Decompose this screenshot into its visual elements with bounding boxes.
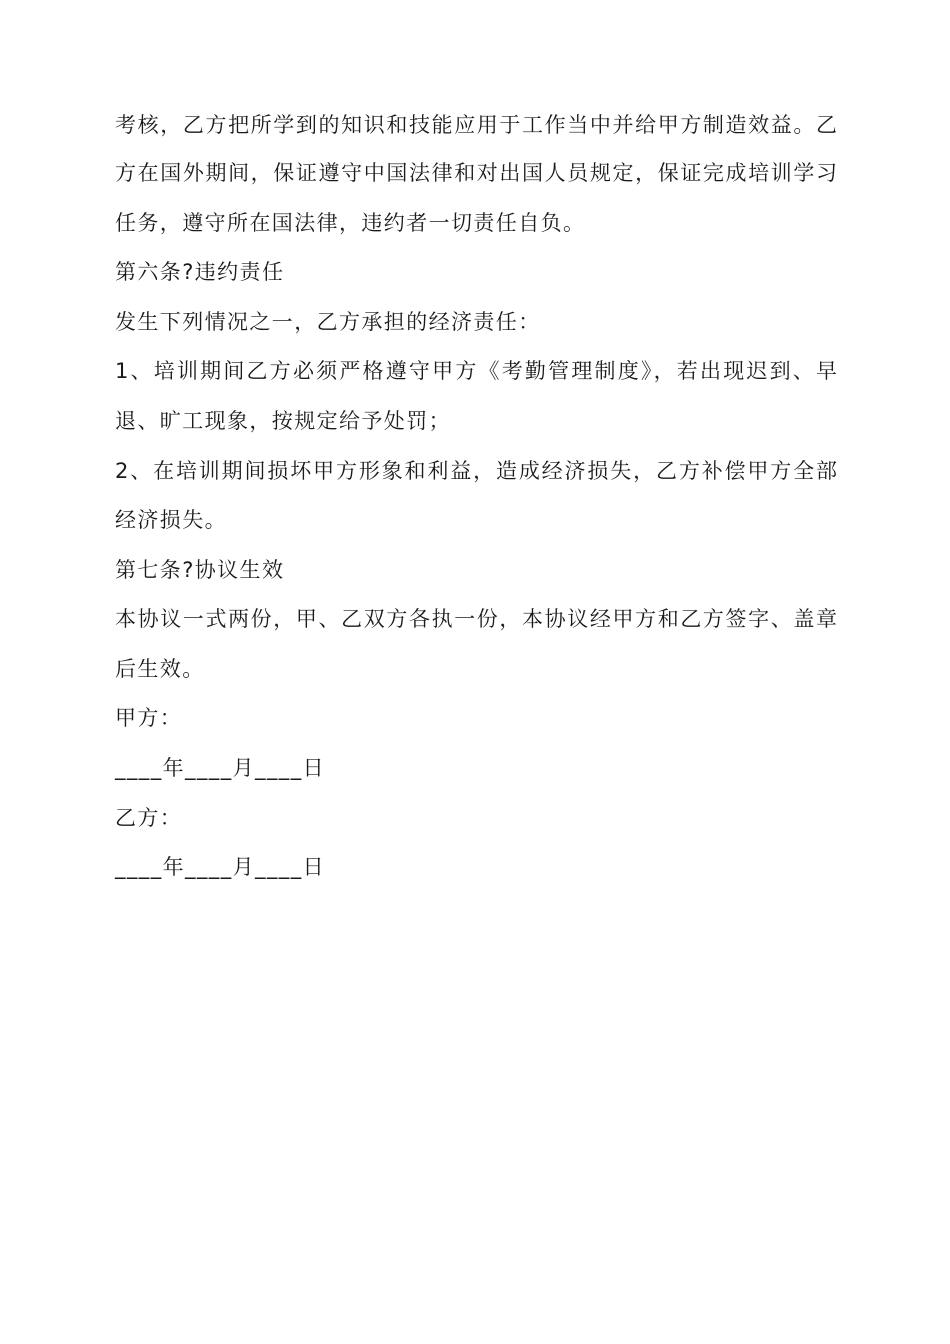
article-6-item-2-continued: 经济损失。 <box>115 508 227 532</box>
body-text-line: 任务，遵守所在国法律，违约者一切责任自负。 <box>115 211 586 235</box>
body-text-line: 考核，乙方把所学到的知识和技能应用于工作当中并给甲方制造效益。乙 <box>115 113 837 137</box>
article-6-intro: 发生下列情况之一，乙方承担的经济责任： <box>115 310 541 334</box>
article-7-body-continued: 后生效。 <box>115 657 205 681</box>
article-7-body: 本协议一式两份，甲、乙双方各执一份，本协议经甲方和乙方签字、盖章 <box>115 607 837 631</box>
article-6-item-1-continued: 退、旷工现象，按规定给予处罚； <box>115 409 451 433</box>
article-6-item-2: 2、在培训期间损坏甲方形象和利益，造成经济损失，乙方补偿甲方全部 <box>115 459 837 483</box>
article-7-heading: 第七条?协议生效 <box>115 558 285 582</box>
party-b-date: ____年____月____日 <box>115 855 325 879</box>
party-a-date: ____年____月____日 <box>115 756 325 780</box>
body-text-line: 方在国外期间，保证遵守中国法律和对出国人员规定，保证完成培训学习 <box>115 161 837 185</box>
party-a-label: 甲方： <box>115 706 183 730</box>
article-6-item-1: 1、培训期间乙方必须严格遵守甲方《考勤管理制度》，若出现迟到、早 <box>115 359 837 383</box>
article-6-heading: 第六条?违约责任 <box>115 260 285 284</box>
party-b-label: 乙方： <box>115 806 183 830</box>
